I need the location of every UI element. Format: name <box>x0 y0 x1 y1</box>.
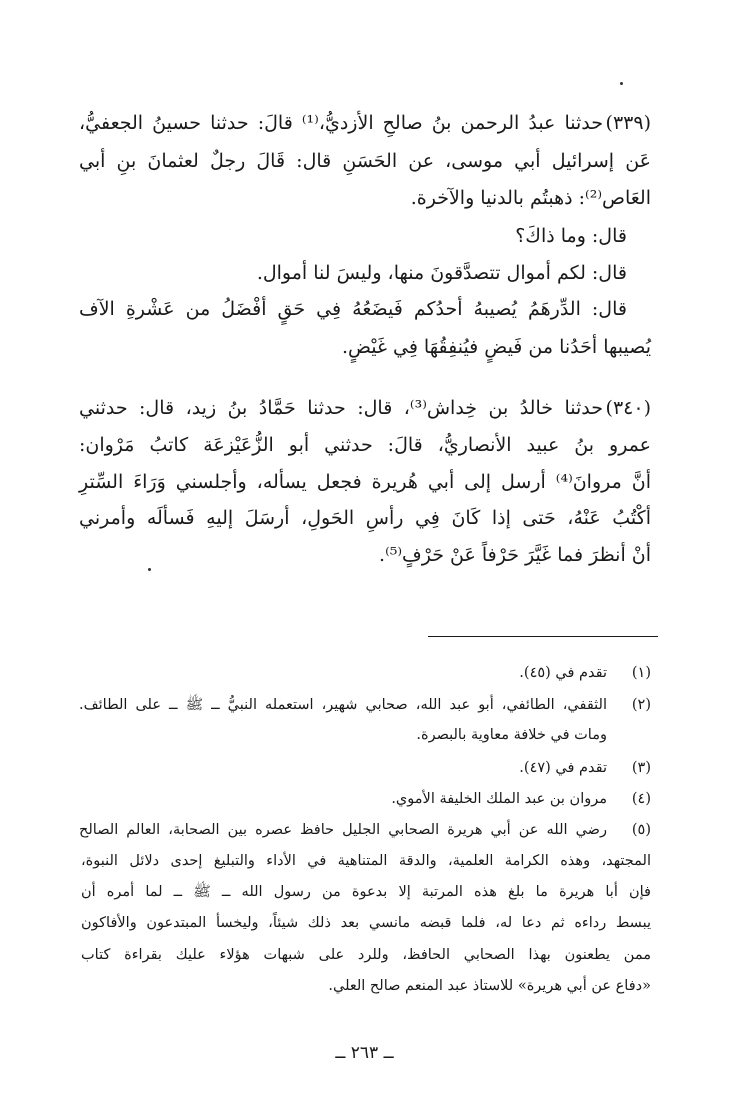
footnote-line: ممن يطعنون بهذا الصحابي الحافظ، وللرد على شبهات هؤلاء عليك بقراءة كتاب <box>81 947 651 963</box>
hadith-line: أنْ أنظرَ فما غَيَّرَ حَرْفاً عَنْ حَرْفٍ⁽⁵⁾. <box>379 544 651 566</box>
hadith-line: قال: وما ذاكَ؟ <box>515 225 627 247</box>
footnote-line: رضي الله عن أبي هريرة الصحابي الجليل حافظ عصره بين الصحابة، العالم الصالح <box>79 822 607 838</box>
scan-speck <box>620 82 623 85</box>
hadith-line: عَن إسرائيل أبي موسى، عن الحَسَنِ قال: قَالَ رجلٌ لعثمانَ بنِ أبي <box>79 150 651 172</box>
hadith-line: عمرو بنُ عبيد الأنصاريُّ، قالَ: حدثني أبو الزُّعَيْزعَة كاتبُ مَرْوان: <box>79 434 651 456</box>
footnote-line: مروان بن عبد الملك الخليفة الأموي. <box>391 791 607 807</box>
hadith-line: يُصيبها أحَدُنا من فَيضٍ فيُنفِقُهَا فِي غَيْضٍ. <box>341 336 651 358</box>
footnote-number: (٢) <box>631 697 651 713</box>
hadith-number: (٣٤٠) <box>605 397 651 419</box>
footnote-number: (٥) <box>631 822 651 838</box>
hadith-line: حدثنا عبدُ الرحمن بنُ صالحِ الأزديُّ،⁽¹⁾ قالَ: حدثنا حسينُ الجعفيُّ، <box>79 112 603 134</box>
footnote-number: (١) <box>631 665 651 681</box>
footnote-number: (٤) <box>631 791 651 807</box>
scan-speck <box>148 568 151 571</box>
footnote-line: «دفاع عن أبي هريرة» للاستاذ عبد المنعم صالح العلي. <box>328 978 651 994</box>
footnote-separator <box>428 636 658 637</box>
footnote-line: تقدم في (٤٧). <box>519 760 607 776</box>
hadith-line: قال: الدِّرهَمُ يُصيبهُ أحدُكم فَيضَعُهُ فِي حَقٍ أفْضَلُ من عَشْرةِ الآف <box>79 298 627 320</box>
footnote-line: تقدم في (٤٥). <box>519 665 607 681</box>
hadith-line: العَاص⁽²⁾: ذهبتُم بالدنيا والآخرة. <box>410 187 651 209</box>
hadith-line: قال: لكم أموال تتصدَّقونَ منها، وليسَ لنا أموال. <box>256 262 627 284</box>
hadith-line: أكْتُبُ عَنْهُ، حَتى إذا كَانَ فِي رأسِ الحَولِ، أرسَلَ إليهِ فَسألَه وأمرني <box>79 507 651 529</box>
footnote-line: ومات في خلافة معاوية بالبصرة. <box>416 727 607 743</box>
hadith-line: أنَّ مروانَ⁽⁴⁾ أرسل إلى أبي هُريرة فجعل يسأله، وأجلسني وَرَاءَ السِّترِ <box>79 471 651 493</box>
footnote-number: (٣) <box>631 760 651 776</box>
footnote-line: يبسط رداءه ثم دعا له، فلما قبضه مانسي بعد ذلك شيئاً، وليخسأ المبتدعون والأفاكون <box>81 915 651 931</box>
footnote-line: المجتهد، وهذه الكرامة العلمية، والدقة المتناهية في الأداء والتبليغ إحدى دلائل النبوة، <box>81 853 651 869</box>
hadith-number: (٣٣٩) <box>605 112 651 134</box>
page-number: ــ ٢٦٣ ــ <box>335 1043 394 1063</box>
footnote-line: الثقفي، الطائفي، أبو عبد الله، صحابي شهير، استعمله النبيُّ ــ ﷺ ــ على الطائف. <box>79 697 607 713</box>
footnote-line: فإن أبا هريرة ما بلغ هذه المرتبة إلا بدعوة من رسول الله ــ ﷺ ــ لما أمره أن <box>81 884 651 900</box>
hadith-line: حدثنا خالدُ بن خِداش⁽³⁾، قال: حدثنا حَمَّادُ بنُ زيد، قال: حدثني <box>79 397 603 419</box>
